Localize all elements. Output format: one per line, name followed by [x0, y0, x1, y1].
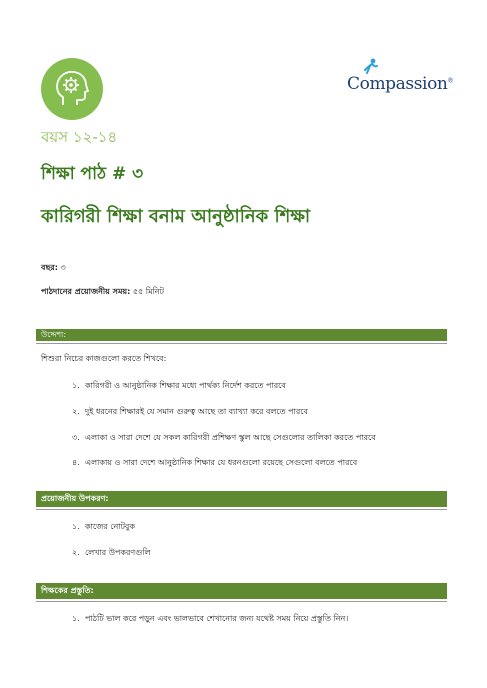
year-value: ৩: [57, 263, 66, 272]
person-figure-icon: [362, 58, 378, 74]
year-label: বছর:: [41, 263, 58, 272]
lesson-number: শিক্ষা পাঠ # ৩: [41, 164, 144, 184]
item-text: এলাকা ও সারা দেশে যে সকল কারিগরী প্রশিক্ষণ স্কুল আছে সেগুলোর তালিকা করতে পারবে: [85, 433, 376, 442]
preparation-heading: শিক্ষকের প্রস্তুতি:: [36, 583, 447, 599]
item-text: পাঠটি ভাল করে পড়ুন এবং ভালভাবে শেখানোর জন্য যথেষ্ট সময় নিয়ে প্রস্তুতি নিন।: [85, 614, 349, 623]
material-item: [72, 521, 135, 534]
brand-mark: ®: [447, 77, 454, 85]
objective-item: [72, 432, 376, 445]
lesson-logo: [41, 58, 103, 120]
lesson-title: কারিগরী শিক্ষা বনাম আনুষ্ঠানিক শিক্ষা: [41, 206, 311, 227]
item-text: লেখার উপকরণগুলি: [85, 548, 151, 557]
section-divider: [36, 509, 447, 510]
item-number: ৪.: [72, 458, 80, 467]
item-text: কারিগরী ও আনুষ্ঠানিক শিক্ষার মধ্যে পার্থক্য নির্দেশ করতে পারবে: [85, 381, 286, 390]
compassion-logo: [347, 58, 454, 98]
item-text: কাজের নোটবুক: [85, 522, 135, 531]
time-label: পাঠদানের প্রয়োজনীয় সময়:: [41, 287, 131, 296]
materials-heading: প্রয়োজনীয় উপকরণ:: [36, 491, 447, 507]
time-value: ৫৫ মিনিট: [130, 287, 164, 296]
item-number: ১.: [72, 522, 80, 531]
objective-item: [72, 457, 357, 470]
item-number: ১.: [72, 381, 80, 390]
item-number: ৩.: [72, 433, 80, 442]
item-number: ১.: [72, 614, 80, 623]
item-text: এলাকায় ও সারা দেশে আনুষ্ঠানিক শিক্ষার যে ধরনগুলো রয়েছে সেগুলো বলতে পারবে: [85, 458, 358, 467]
material-item: [72, 547, 151, 560]
head-gear-icon: [54, 70, 90, 108]
brand-name: Compassion: [347, 74, 448, 94]
objectives-heading: উদ্দেশ্য:: [36, 329, 447, 341]
year-line: [41, 262, 66, 275]
preparation-item: [72, 613, 348, 626]
objective-item: [72, 380, 286, 393]
item-text: দুই ধরনের শিক্ষারই যে সমান গুরুত্ব আছে তা ব্যাখ্যা করে বলতে পারবে: [85, 407, 308, 416]
section-divider: [36, 343, 447, 344]
time-line: [41, 286, 164, 299]
item-number: ২.: [72, 548, 80, 557]
section-divider: [36, 601, 447, 602]
objective-item: [72, 406, 308, 419]
item-number: ২.: [72, 407, 80, 416]
objectives-intro: শিশুরা নিচের কাজগুলো করতে শিখবে:: [41, 354, 167, 363]
age-range: বয়স ১২-১৪: [41, 128, 118, 146]
